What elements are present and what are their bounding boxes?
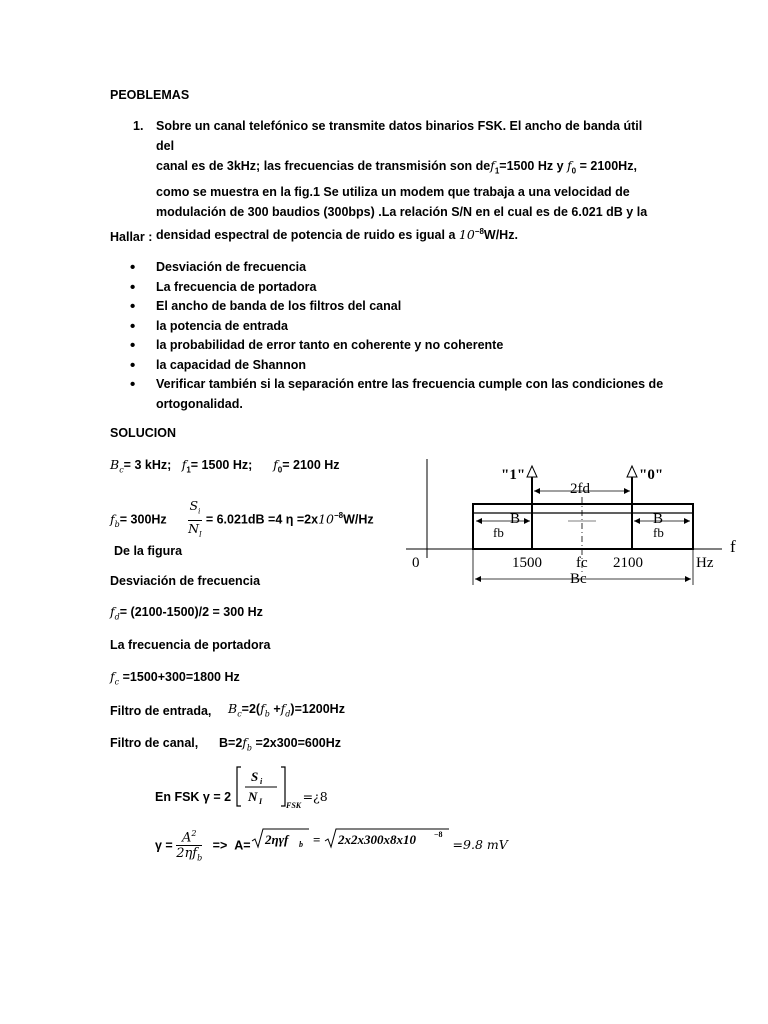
filtro-entrada-label: Filtro de entrada,: [110, 704, 212, 718]
list-item: • la capacidad de Shannon: [130, 356, 670, 376]
amplitude-equation: γ = $\frac{A^2}{2\eta f_b}$ => A= 2ηγf b = 2x2x300x8x10 −8 =9.8 mV: [155, 826, 508, 866]
hallar-heading: Hallar :: [110, 230, 153, 244]
fsk-gamma-equation: En FSK γ = 2 S i N I FSK =¿8: [155, 764, 328, 831]
list-item: • la probabilidad de error tanto en coherente y no coherente: [130, 336, 670, 356]
problem-line-2: canal es de 3kHz; las frecuencias de transmisión son def$_1$=1500 Hz y $f_0 = 2100Hz$,: [156, 158, 637, 176]
list-item: • La frecuencia de portadora: [130, 278, 670, 298]
list-item: • Verificar también si la separación entre las frecuencia cumple con las condiciones de ortogonalidad.: [130, 375, 670, 414]
problem-statement: [156, 116, 656, 245]
svg-text:−8: −8: [433, 829, 443, 839]
svg-text:I: I: [258, 797, 262, 806]
page-title: PEOBLEMAS: [110, 88, 190, 102]
given-line-2: $f_b= 300Hz$ $\frac{S_i}{N_I}$ = 6.021dB =4 $\eta =2x10^{-8}W/Hz$: [110, 498, 374, 542]
svg-text:=: =: [312, 831, 320, 847]
solucion-heading: SOLUCION: [110, 426, 176, 440]
svg-text:FSK: FSK: [285, 801, 301, 810]
bracket-fraction: [235, 764, 303, 812]
fb-right-label: fb: [653, 525, 664, 540]
fb-left-label: fb: [493, 525, 504, 540]
portadora-heading: La frecuencia de portadora: [110, 638, 271, 652]
given-line-1: $B_c= 3$ kHz; $f_1= 1500$ Hz; $f_0= 2100$ Hz: [110, 457, 340, 475]
filtro-canal-label: Filtro de canal,: [110, 736, 199, 750]
b-left-label: B: [510, 511, 521, 527]
desviacion-heading: Desviación de frecuencia: [110, 574, 261, 588]
de-la-figura: De la figura: [114, 544, 183, 558]
snr-fraction: $\frac{S_i}{N_I}$: [188, 498, 202, 538]
svg-text:i: i: [259, 777, 262, 786]
tick-2100: 2100: [613, 555, 643, 571]
b-right-label: B: [653, 511, 664, 527]
origin-label: 0: [412, 555, 420, 571]
bc-equation: $B_c=2(f_b +f_d)=1200Hz$: [228, 701, 345, 719]
svg-text:2x2x300x8x10: 2x2x300x8x10: [337, 831, 416, 847]
problem-line-1: Sobre un canal telefónico se transmite datos binarios FSK. El ancho de banda útil del: [156, 119, 643, 153]
axis-f-label: f: [730, 537, 736, 556]
list-item: • la potencia de entrada: [130, 317, 670, 337]
fsk-spectrum-figure: [400, 455, 760, 595]
spacing-label: 2fd: [570, 481, 590, 497]
tick-fc: fc: [576, 555, 588, 571]
svg-text:b: b: [298, 839, 303, 849]
fc-equation: $f_c =1500+300=1800$ Hz: [110, 669, 240, 687]
list-item: • Desviación de frecuencia: [130, 258, 670, 278]
svg-text:N: N: [247, 789, 257, 804]
problem-number: 1.: [133, 119, 144, 133]
problem-line-4: modulación de 300 baudios (300bps) .La relación S/N en el cual es de 6.021 dB y la: [156, 204, 648, 219]
svg-text:2ηγf: 2ηγf: [264, 831, 288, 847]
b-equation: $B=2f_b =2x300=600Hz$: [219, 735, 342, 753]
tone-1-label: "1": [501, 467, 526, 483]
problem-line-3: como se muestra en la fig.1 Se utiliza un modem que trabaja a una velocidad de: [156, 184, 630, 199]
svg-text:S: S: [250, 769, 258, 784]
tick-1500: 1500: [512, 555, 542, 571]
list-item: • El ancho de banda de los filtros del canal: [130, 297, 670, 317]
hallar-list: [130, 258, 670, 414]
problem-line-5: densidad espectral de potencia de ruido es igual a $10^{-8}W/Hz$.: [156, 226, 518, 242]
unit-label: Hz: [696, 555, 714, 571]
tone-0-label: "0": [639, 467, 664, 483]
bandwidth-label: Bc: [570, 571, 587, 587]
fd-equation: $f_d= (2100-1500)/2 = 300$ Hz: [110, 604, 263, 622]
